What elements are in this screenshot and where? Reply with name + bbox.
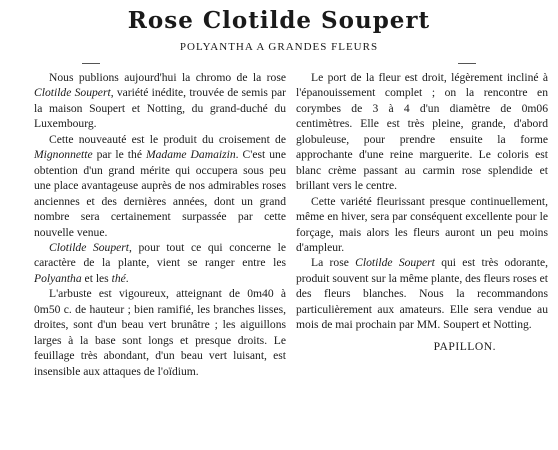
right-rule: [458, 63, 476, 64]
left-column: [34, 70, 286, 379]
right-column: [296, 70, 548, 354]
article-subtitle: POLYANTHA A GRANDES FLEURS: [179, 41, 379, 53]
author-signature: PAPILLON.: [433, 339, 496, 353]
left-rule: [82, 63, 100, 64]
article-title: Rose Clotilde Soupert: [127, 7, 431, 34]
paragraph: Cette nouveauté est le produit du croisement de Mignonnette par le thé Madame Damaizin. C'est une obtention d'un grand mérite qui occupera sous peu une place avantageuse auprès de nos admirables roses anciennes et des dernières années, dont un grand nombre sera certainement surpassée par cette nouvelle venue.: [34, 132, 286, 239]
paragraph: L'arbuste est vigoureux, atteignant de 0m40 à 0m50 c. de hauteur ; bien ramifié, les branches lisses, droites, sont d'un beau vert brunâtre ; les aiguillons larges à la base sont longs et presque droits. Le feuillage très abondant, d'un beau vert luisant, est insensible aux attaques de l'oïdium.: [34, 287, 286, 378]
paragraph: Le port de la fleur est droit, légèrement incliné à l'épanouissement complet ; on la rencontre en corymbes de 3 à 4 d'un diamètre de 0m06 centimètres. Elle est très pleine, grande, d'abord globuleuse, pour prendre ensuite la forme approchante d'une reine marguerite. Le coloris est blanc crème passant au carmin rose splendide et brillant vers le centre.: [296, 71, 548, 193]
paragraph: Nous publions aujourd'hui la chromo de la rose Clotilde Soupert, variété inédite, trouvée de semis par la maison Soupert et Notting, du grand-duché du Luxembourg.: [34, 71, 286, 131]
paragraph: Cette variété fleurissant presque continuellement, même en hiver, sera par conséquent excellente pour le forçage, mais alors les fleurs auront un peu moins d'ampleur.: [296, 194, 548, 254]
paragraph: Clotilde Soupert, pour tout ce qui concerne le caractère de la plante, vient se ranger entre les Polyantha et les thé.: [34, 240, 286, 285]
paragraph: La rose Clotilde Soupert qui est très odorante, produit souvent sur la même plante, des fleurs roses et des fleurs blanches. Nous la recommandons particulièrement aux amateurs. Elle sera vendue au mois de mai prochain par MM. Soupert et Notting.: [296, 256, 548, 332]
